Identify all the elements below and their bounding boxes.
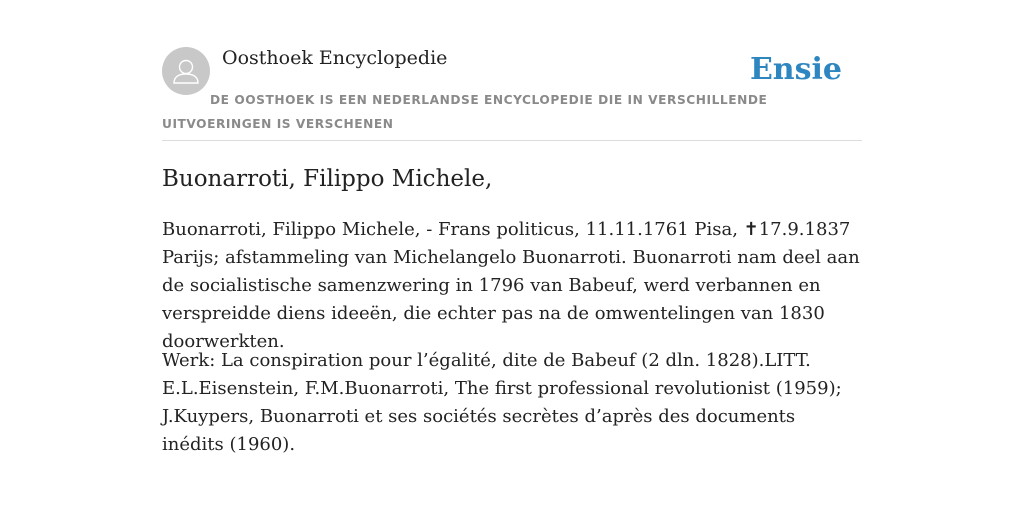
source-name[interactable]: Oosthoek Encyclopedie [222, 47, 448, 69]
source-header [162, 46, 862, 141]
brand-logo[interactable]: Ensie [749, 52, 842, 87]
article-title: Buonarroti, Filippo Michele, [162, 166, 493, 192]
article-paragraph: Werk: La conspiration pour l’égalité, dite de Babeuf (2 dln. 1828).LITT. E.L.Eisenstein, F.M.Buonarroti, The first professional revolutionist (1959); J.Kuypers, Buonarroti et ses sociétés secrètes d’après des documents inédits (1960). [162, 350, 842, 455]
article-paragraph: Buonarroti, Filippo Michele, - Frans politicus, 11.11.1761 Pisa, ✝17.9.1837 Parijs; afstammeling van Michelangelo Buonarroti. Buonarroti nam deel aan de socialistische samenzwering in 1796 van Babeuf, werd verbannen en verspreidde diens ideeën, die echter pas na de omwentelingen van 1830 doorwerkten. [162, 219, 860, 352]
source-description: DE OOSTHOEK IS EEN NEDERLANDSE ENCYCLOPEDIE DIE IN VERSCHILLENDE UITVOERINGEN IS VERSCHENEN [162, 93, 768, 131]
article-card [162, 46, 862, 455]
